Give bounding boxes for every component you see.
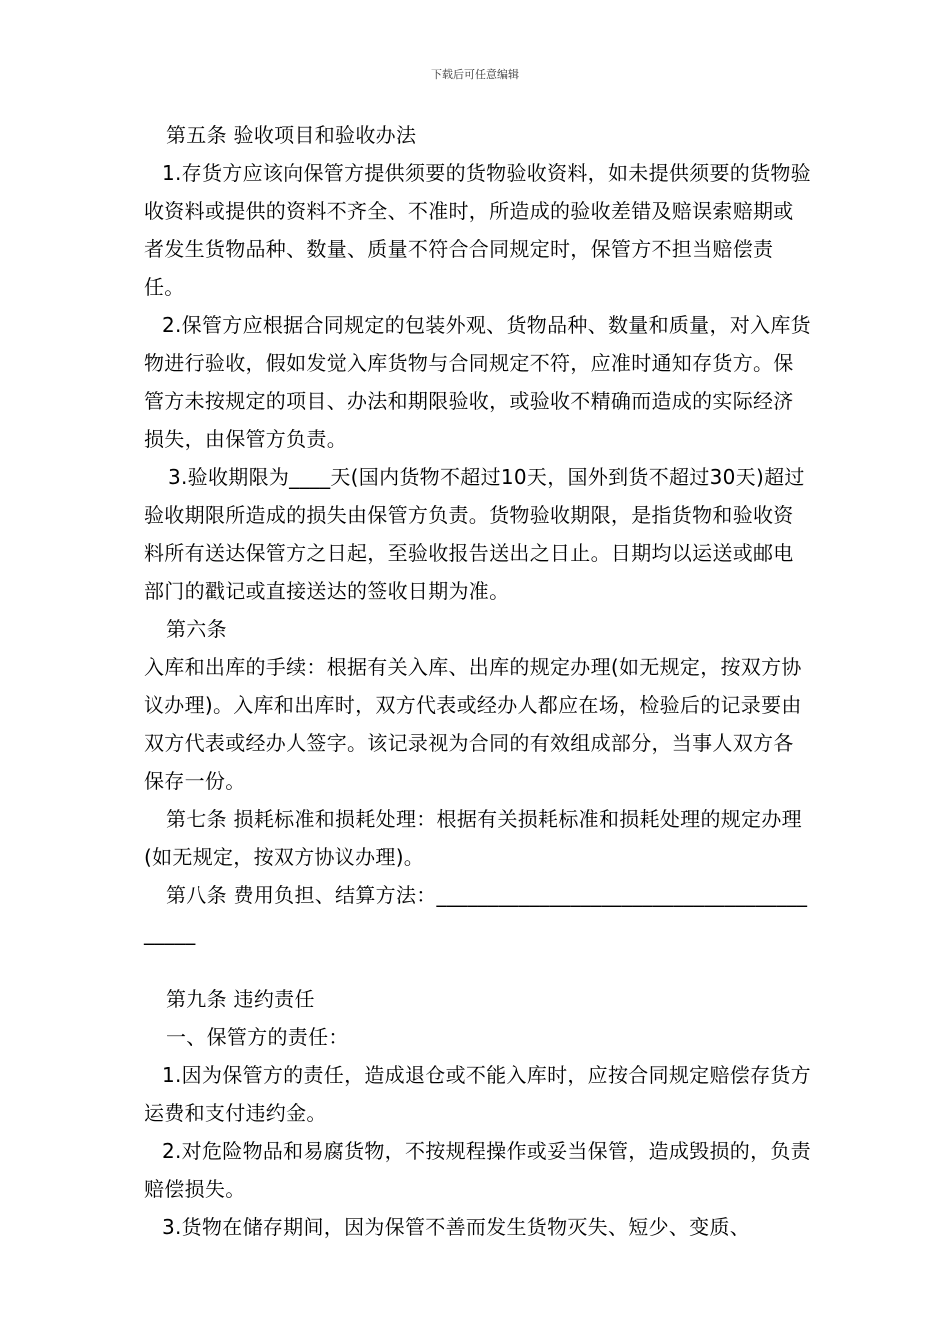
article-5-item-1: 1.存货方应该向保管方提供须要的货物验收资料，如未提供须要的货物验收资料或提供的资料不齐全、不准时，所造成的验收差错及赔误索赔期或者发生货物品种、数量、质量不符合合同规定时，保管方不担当赔偿责任。 [144,161,811,299]
liability-item-3: 3.货物在储存期间，因为保管不善而发生货物灭失、短少、变质、 [162,1215,751,1239]
page-header-note: 下载后可任意编辑 [431,68,519,81]
liability-item-1: 1.因为保管方的责任，造成退仓或不能入库时，应按合同规定赔偿存货方运费和支付违约金。 [144,1063,811,1125]
document-body [144,116,812,1246]
article-5-heading: 第五条 验收项目和验收办法 [166,123,417,147]
article-6-body: 入库和出库的手续：根据有关入库、出库的规定办理(如无规定，按双方协议办理)。入库和出库时，双方代表或经办人都应在场，检验后的记录要由双方代表或经办人签字。该记录视为合同的有效组成部分，当事人双方各保存一份。 [144,655,802,793]
article-6-heading: 第六条 [166,617,227,641]
article-9-heading: 第九条 违约责任 [166,987,315,1011]
article-5-item-2: 2.保管方应根据合同规定的包装外观、货物品种、数量和质量，对入库货物进行验收，假如发觉入库货物与合同规定不符，应准时通知存货方。保管方未按规定的项目、办法和期限验收，或验收不精确而造成的实际经济损失，由保管方负责。 [144,313,811,451]
article-8-paragraph: 第八条 费用负担、结算方法：_________________________________________ [144,883,808,945]
article-7-paragraph: 第七条 损耗标准和损耗处理：根据有关损耗标准和损耗处理的规定办理(如无规定，按双方协议办理)。 [144,807,802,869]
custodian-liability-heading: 一、保管方的责任： [166,1025,349,1049]
article-5-item-3: 3.验收期限为____天(国内货物不超过10天，国外到货不超过30天)超过验收期限所造成的损失由保管方负责。货物验收期限，是指货物和验收资料所有送达保管方之日起，至验收报告送出之日止。日期均以运送或邮电部门的戳记或直接送达的签收日期为准。 [144,465,805,603]
liability-item-2: 2.对危险物品和易腐货物，不按规程操作或妥当保管，造成毁损的，负责赔偿损失。 [144,1139,811,1201]
